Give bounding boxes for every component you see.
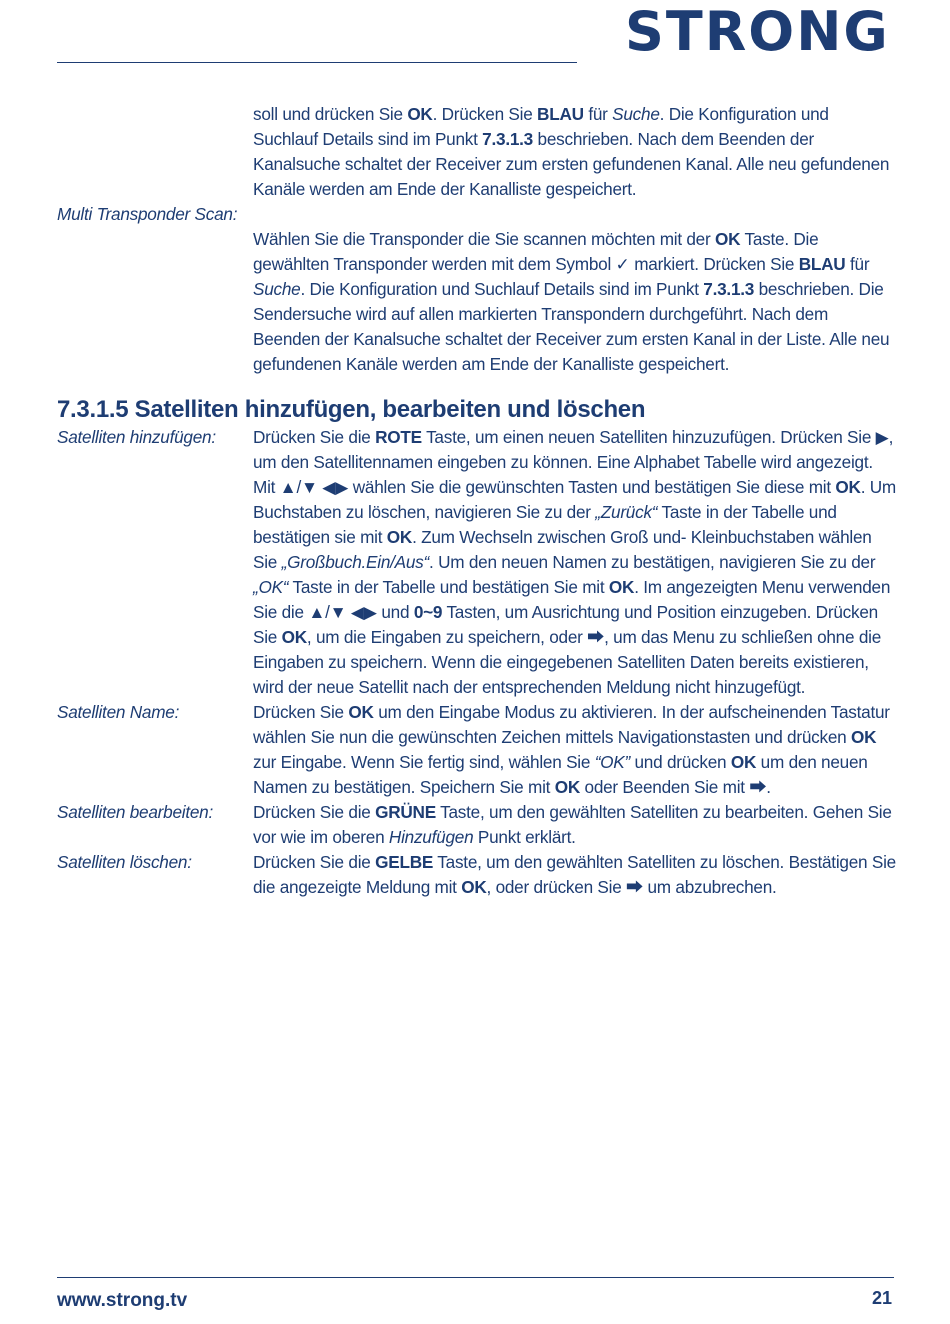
document-body <box>57 102 897 900</box>
text-run: beschrieben. Nach dem Beenden der Kanalsuche schaltet der Receiver zum ersten gefundenen Kanal. Alle neu gefundenen Kanäle werden am Ende der Kanalliste gespeichert. <box>253 129 890 199</box>
text-run: Taste in der Tabelle und bestätigen Sie mit <box>288 577 609 597</box>
definition-item <box>57 425 897 700</box>
text-run: . Die Konfiguration und Suchlauf Details sind im Punkt <box>300 279 704 299</box>
multi-transponder-block <box>57 202 897 377</box>
text-run: , oder drücken Sie ⮕ um abzubrechen. <box>486 877 777 897</box>
definition-list <box>57 425 897 900</box>
definition-item <box>57 700 897 800</box>
bold-run: BLAU <box>798 254 846 274</box>
definition-term: Satelliten Name: <box>57 702 180 722</box>
italic-run: „Zurück“ <box>595 502 658 522</box>
bold-run: OK <box>281 627 307 647</box>
text-run: Drücken Sie die <box>253 852 376 872</box>
bold-run: 0~9 <box>413 602 443 622</box>
definition-term: Satelliten hinzufügen: <box>57 427 216 447</box>
definition-desc <box>253 700 897 800</box>
text-run: Tasten, um Ausrichtung und Position einzugeben. Drücken Sie <box>253 602 878 647</box>
text-run: . Im angezeigten Menu verwenden Sie die ▲/▼ ◀▶ und <box>253 577 891 622</box>
bold-run: OK <box>835 477 861 497</box>
text-run: soll und drücken Sie <box>253 104 408 124</box>
definition-desc <box>253 850 897 900</box>
footer-url: www.strong.tv <box>57 1290 188 1311</box>
text-run: Punkt erklärt. <box>473 827 576 847</box>
definition-desc <box>253 425 897 700</box>
text-run: Drücken Sie <box>253 702 349 722</box>
definition-desc <box>253 800 897 850</box>
italic-run: “OK” <box>594 752 630 772</box>
bold-run: OK <box>715 229 741 249</box>
text-run: Taste, um einen neuen Satelliten hinzuzufügen. Drücken Sie ▶, um den Satellitennamen eingeben zu können. Eine Alphabet Tabelle wird angezeigt. Mit ▲/▼ ◀▶ wählen Sie die gewünschten Tasten und bestätigen Sie diese mit <box>253 427 894 497</box>
strong-logo: STRONG <box>625 0 890 63</box>
bold-run: OK <box>461 877 487 897</box>
section-heading: 7.3.1.5 Satelliten hinzufügen, bearbeiten und löschen <box>57 396 646 423</box>
bold-run: ROTE <box>375 427 422 447</box>
text-run: Drücken Sie die <box>253 802 376 822</box>
text-run: Wählen Sie die Transponder die Sie scannen möchten mit der <box>253 229 715 249</box>
bold-run: OK <box>730 752 757 772</box>
text-run: , um die Eingaben zu speichern, oder ⮕, um das Menu zu schließen ohne die Eingaben zu speichern. Wenn die eingegebenen Satelliten Daten bereits existieren, wird der neue Satellit nach der entsprechenden Meldung nicht hinzugefügt. <box>253 627 882 697</box>
text-run: . Um den neuen Namen zu bestätigen, navigieren Sie zu der <box>429 552 876 572</box>
multi-transponder-term: Multi Transponder Scan: <box>57 204 238 224</box>
bold-run: OK <box>850 727 877 747</box>
text-run: . Zum Wechseln zwischen Groß und- Kleinbuchstaben wählen Sie <box>253 527 872 572</box>
italic-run: „OK“ <box>253 577 289 597</box>
bold-run: OK <box>386 527 413 547</box>
italic-run: Suche <box>612 104 660 124</box>
text-run: und drücken <box>629 752 731 772</box>
bold-run: 7.3.1.3 <box>482 129 533 149</box>
bold-run: OK <box>407 104 433 124</box>
bold-run: BLAU <box>537 104 584 124</box>
text-run: . Die Konfiguration und Suchlauf Details sind im Punkt <box>253 104 829 149</box>
bold-run: GELBE <box>375 852 434 872</box>
definition-term: Satelliten bearbeiten: <box>57 802 213 822</box>
text-run: um den Eingabe Modus zu aktivieren. In der aufscheinenden Tastatur wählen Sie nun die gewünschten Zeichen mittels Navigationstasten und drücken <box>253 702 890 747</box>
page-number: 21 <box>871 1288 892 1308</box>
text-run: für <box>845 254 870 274</box>
text-run: . Drücken Sie <box>432 104 538 124</box>
bold-run: OK <box>348 702 374 722</box>
text-run: Taste, um den gewählten Satelliten zu löschen. Bestätigen Sie die angezeigte Meldung mit <box>253 852 896 897</box>
intro-paragraph <box>253 102 897 202</box>
text-run: Taste in der Tabelle und bestätigen sie mit <box>253 502 837 547</box>
bold-run: OK <box>554 777 580 797</box>
multi-transponder-desc <box>253 227 897 377</box>
italic-run: „Großbuch.Ein/Aus“ <box>281 552 430 572</box>
text-run: Taste. Die gewählten Transponder werden mit dem Symbol ✓ markiert. Drücken Sie <box>253 229 819 274</box>
bold-run: GRÜNE <box>375 802 436 822</box>
text-run: um den neuen Namen zu bestätigen. Speichern Sie mit <box>253 752 868 797</box>
text-run: für <box>583 104 613 124</box>
text-run: beschrieben. Die Sendersuche wird auf allen markierten Transpondern durchgeführt. Nach dem Beenden der Kanalsuche schaltet der Receiver zum ersten Kanal in der Liste. Alle neu gefundenen Kanäle werden am Ende der Kanalliste gespeichert. <box>253 279 890 374</box>
header-divider <box>57 62 577 63</box>
text-run: Taste, um den gewählten Satelliten zu bearbeiten. Gehen Sie vor wie im oberen <box>253 802 892 847</box>
definition-item <box>57 800 897 850</box>
bold-run: OK <box>608 577 635 597</box>
definition-item <box>57 850 897 900</box>
text-run: . Um Buchstaben zu löschen, navigieren Sie zu der <box>253 477 896 522</box>
italic-run: Hinzufügen <box>388 827 474 847</box>
text-run: Drücken Sie die <box>253 427 376 447</box>
bold-run: 7.3.1.3 <box>703 279 755 299</box>
text-run: zur Eingabe. Wenn Sie fertig sind, wählen Sie <box>253 752 595 772</box>
definition-term: Satelliten löschen: <box>57 852 192 872</box>
italic-run: Suche <box>253 279 301 299</box>
footer-divider <box>57 1277 894 1278</box>
text-run: oder Beenden Sie mit ⮕. <box>579 777 771 797</box>
